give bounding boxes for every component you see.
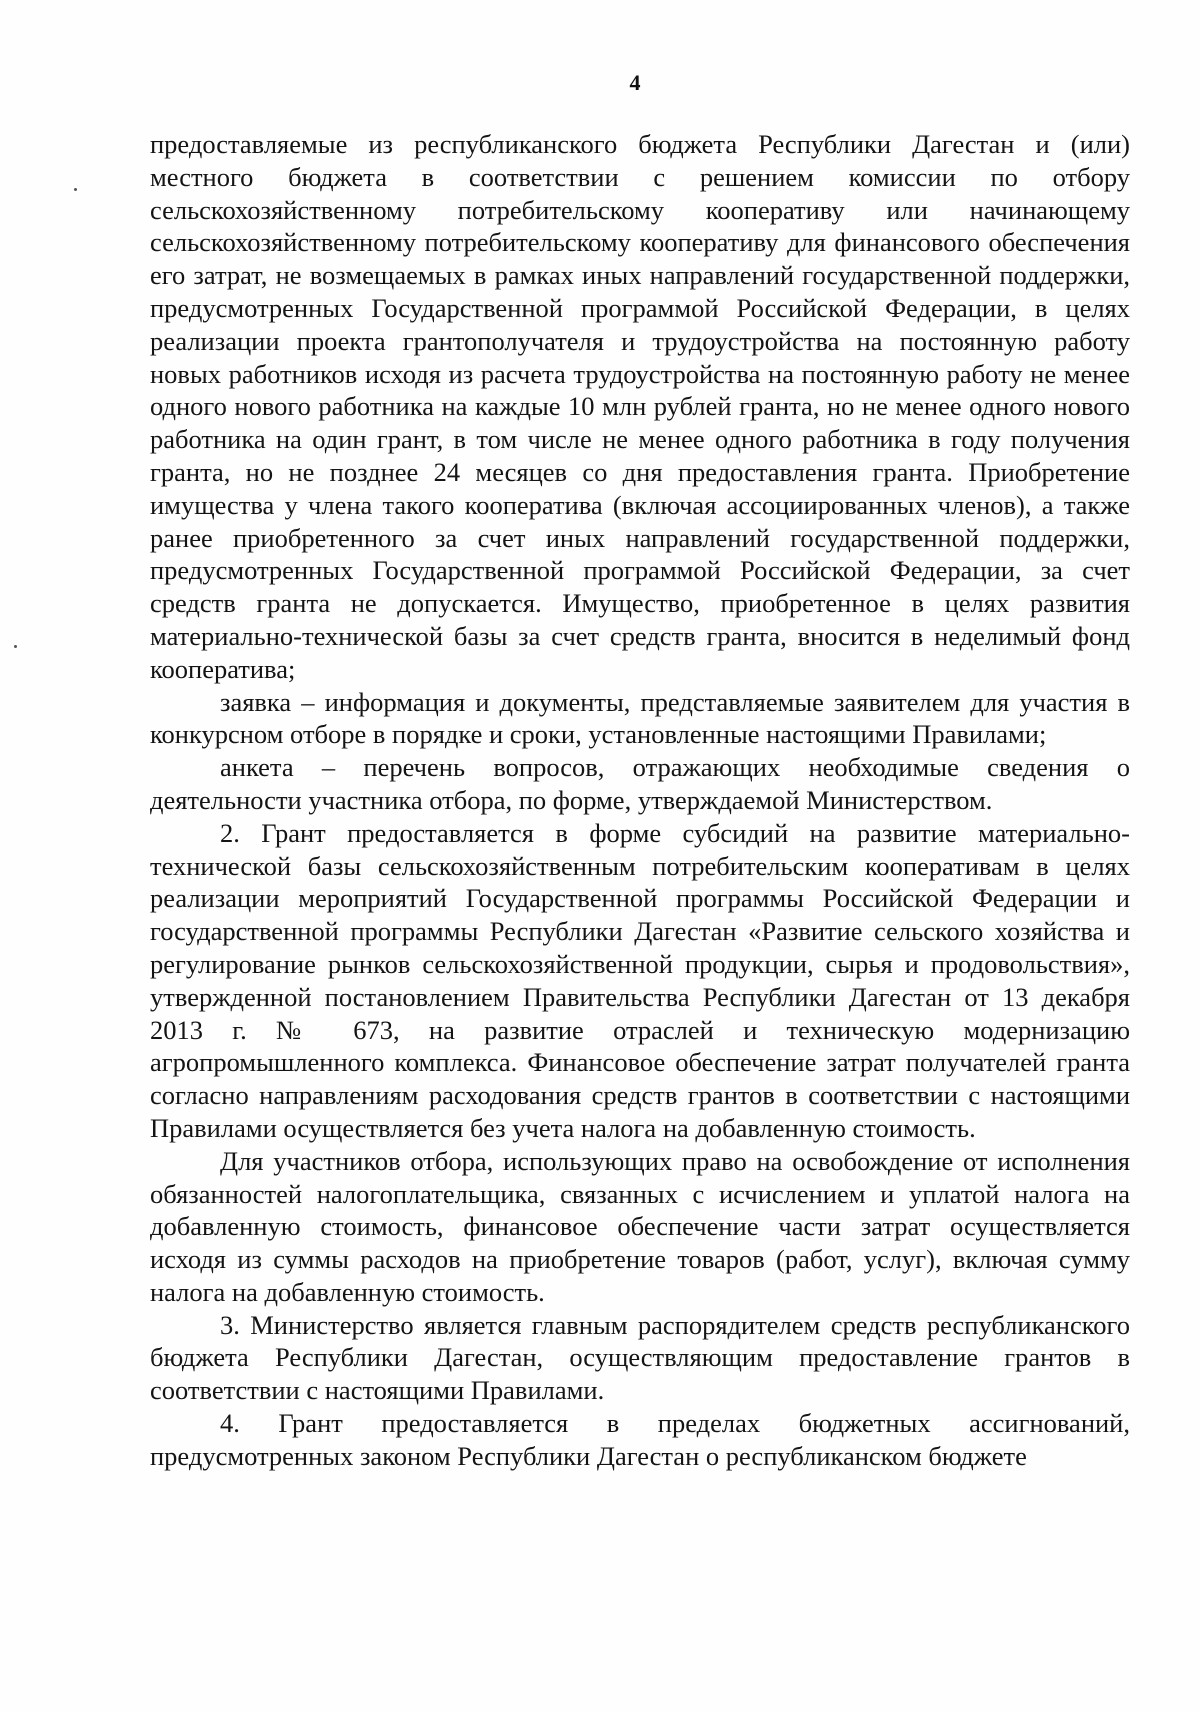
paragraph-application-definition: заявка – информация и документы, представляемые заявителем для участия в конкурсном отборе в порядке и сроки, установленные настоящими Правилами; [150,686,1130,750]
paragraph-vat-exemption: Для участников отбора, использующих право на освобождение от исполнения обязанностей налогоплательщика, связанных с исчислением и уплатой налога на добавленную стоимость, финансовое обеспечение части затрат осуществляется исходя из суммы расходов на приобретение товаров (работ, услуг), включая сумму налога на добавленную стоимость. [150,1145,1130,1307]
paragraph-item-3: 3. Министерство является главным распорядителем средств республиканского бюджета Республики Дагестан, осуществляющим предоставление грантов в соответствии с настоящими Правилами. [150,1309,1130,1406]
paragraph-item-4: 4. Грант предоставляется в пределах бюджетных ассигнований, предусмотренных законом Республики Дагестан о республиканском бюджете [150,1408,1130,1471]
scan-speck [74,188,77,191]
paragraph-grant-definition: предоставляемые из республиканского бюджета Республики Дагестан и (или) местного бюджета в соответствии с решением комиссии по отбору сельскохозяйственному потребительскому кооперативу или начинающему сельскохозяйственному потребительскому кооперативу для финансового обеспечения его затрат, не возмещаемых в рамках иных направлений государственной поддержки, предусмотренных Государственной программой Российской Федерации, в целях реализации проекта грантополучателя и трудоустройства на постоянную работу новых работников исходя из расчета трудоустройства на постоянную работу не менее одного нового работника на каждые 10 млн рублей гранта, но не менее одного нового работника на один грант, в том числе не менее одного работника в году получения гранта, но не позднее 24 месяцев со дня предоставления гранта. Приобретение имущества у члена такого кооператива (включая ассоциированных членов), а также ранее приобретенного за счет иных направлений государственной поддержки, предусмотренных Государственной программой Российской Федерации, за счет средств гранта не допускается. Имущество, приобретенное в целях развития материально-технической базы за счет средств гранта, вносится в неделимый фонд кооператива; [150,129,1130,684]
document-body [150,128,1130,1473]
paragraph-questionnaire-definition: анкета – перечень вопросов, отражающих необходимые сведения о деятельности участника отбора, по форме, утверждаемой Министерством. [150,752,1130,815]
page-number: 4 [629,70,641,95]
paragraph-item-2: 2. Грант предоставляется в форме субсидий на развитие материально-технической базы сельскохозяйственным потребительским кооперативам в целях реализации мероприятий Государственной программы Российской Федерации и государственной программы Республики Дагестан «Развитие сельского хозяйства и регулирование рынков сельскохозяйственной продукции, сырья и продовольствия», утвержденной постановлением Правительства Республики Дагестан от 13 декабря 2013 г. № 673, на развитие отраслей и техническую модернизацию агропромышленного комплекса. Финансовое обеспечение затрат получателей гранта согласно направлениям расходования средств грантов в соответствии с настоящими Правилами осуществляется без учета налога на добавленную стоимость. [150,817,1130,1143]
scan-speck [14,645,17,648]
